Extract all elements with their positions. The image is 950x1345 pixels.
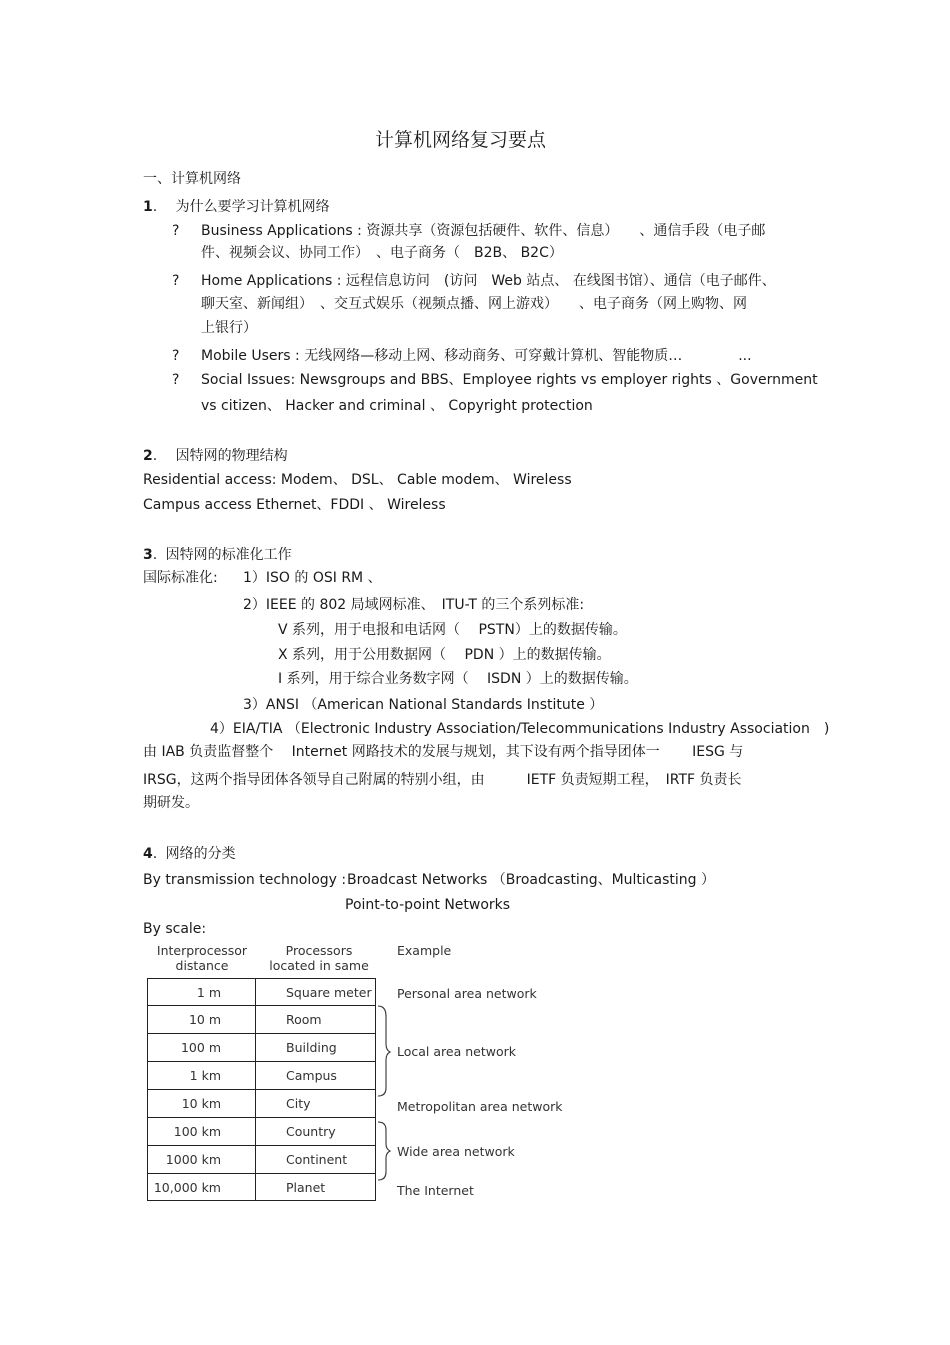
bullet-text: Home Applications : 远程信息访问 (访问 Web 站点、 在线图书馆）、通信（电子邮件、	[201, 273, 776, 289]
subsection-number: 4	[143, 846, 153, 862]
subsection-number: 2	[143, 448, 153, 464]
distance-cell: 100 km	[148, 1118, 256, 1146]
transmission-type: Broadcast Networks （Broadcasting、Multicasting ）	[347, 872, 715, 888]
subsection-number: 3	[143, 547, 153, 563]
location-cell: Country	[256, 1118, 376, 1146]
standard-item: 2）IEEE 的 802 局域网标准、 ITU-T 的三个系列标准:	[243, 597, 585, 613]
page-title: 计算机网络复习要点	[375, 129, 547, 151]
intl-label: 国际标准化:	[143, 570, 218, 586]
bullet-mark: ?	[172, 372, 180, 388]
wan-brace-icon	[378, 1122, 390, 1180]
bullet-mark: ?	[172, 223, 180, 239]
bullet-mark: ?	[172, 273, 180, 289]
table-header-location: Processors located in same	[269, 943, 369, 973]
section-heading: 一、计算机网络	[143, 171, 241, 187]
table-header-example: Example	[397, 943, 452, 958]
text-line: Residential access: Modem、 DSL、 Cable modem、 Wireless	[143, 472, 572, 488]
table-row	[148, 1118, 376, 1146]
distance-cell: 10,000 km	[148, 1174, 256, 1201]
scale-label: By scale:	[143, 921, 207, 937]
standard-item: 1）ISO 的 OSI RM 、	[243, 570, 382, 586]
table-row	[148, 1006, 376, 1034]
lan-brace-icon	[378, 1006, 390, 1096]
bullet-text: Business Applications : 资源共享（资源包括硬件、软件、信息） 、通信手段（电子邮	[201, 223, 766, 239]
location-cell: Planet	[256, 1174, 376, 1201]
location-cell: Building	[256, 1034, 376, 1062]
bullet-text: 上银行）	[201, 320, 257, 336]
bullet-text: 聊天室、新闻组） 、交互式娱乐（视频点播、网上游戏） 、电子商务（网上购物、网	[201, 296, 747, 312]
example-internet: The Internet	[397, 1183, 474, 1198]
example-pan: Personal area network	[397, 986, 537, 1001]
standard-item: 3）ANSI （American National Standards Institute ）	[243, 697, 604, 713]
subsection-title: 因特网的标准化工作	[165, 547, 292, 563]
transmission-type: Point-to-point Networks	[345, 897, 511, 913]
distance-cell: 1 km	[148, 1062, 256, 1090]
table-row	[148, 979, 376, 1006]
scale-table	[147, 978, 376, 1201]
series-line: X 系列，用于公用数据网（ PDN ）上的数据传输。	[278, 647, 611, 663]
grouping-braces	[376, 1004, 396, 1209]
distance-cell: 10 km	[148, 1090, 256, 1118]
subsection-title: 因特网的物理结构	[175, 448, 288, 464]
distance-cell: 10 m	[148, 1006, 256, 1034]
table-row	[148, 1062, 376, 1090]
example-man: Metropolitan area network	[397, 1099, 563, 1114]
table-row	[148, 1034, 376, 1062]
subsection-4-heading: 4. 网络的分类	[143, 846, 236, 862]
subsection-number: 1	[143, 199, 153, 215]
series-line: I 系列，用于综合业务数字网（ ISDN ）上的数据传输。	[278, 671, 638, 687]
transmission-label: By transmission technology :	[143, 872, 347, 888]
text-line: Campus access Ethernet、FDDI 、 Wireless	[143, 497, 446, 513]
standard-item: 4）EIA/TIA （Electronic Industry Association/Telecommunications Industry Association )	[210, 721, 830, 737]
subsection-1-heading: 1. 为什么要学习计算机网络	[143, 199, 330, 215]
location-cell: City	[256, 1090, 376, 1118]
subsection-2-heading: 2. 因特网的物理结构	[143, 448, 288, 464]
location-cell: Campus	[256, 1062, 376, 1090]
series-line: V 系列，用于电报和电话网（ PSTN）上的数据传输。	[278, 622, 627, 638]
paragraph-line: 由 IAB 负责监督整个 Internet 网路技术的发展与规划，其下设有两个指导团体一 IESG 与	[143, 744, 744, 760]
table-row	[148, 1174, 376, 1201]
distance-cell: 100 m	[148, 1034, 256, 1062]
location-cell: Room	[256, 1006, 376, 1034]
bullet-text: vs citizen、 Hacker and criminal 、 Copyright protection	[201, 398, 593, 414]
table-row	[148, 1146, 376, 1174]
example-lan: Local area network	[397, 1044, 516, 1059]
distance-cell: 1 m	[148, 979, 256, 1006]
subsection-title: 为什么要学习计算机网络	[175, 199, 330, 215]
paragraph-line: 期研发。	[143, 795, 199, 811]
subsection-3-heading: 3. 因特网的标准化工作	[143, 547, 292, 563]
bullet-text: Mobile Users : 无线网络—移动上网、移动商务、可穿戴计算机、智能物质… ...	[201, 348, 752, 364]
table-row	[148, 1090, 376, 1118]
subsection-title: 网络的分类	[165, 846, 236, 862]
distance-cell: 1000 km	[148, 1146, 256, 1174]
bullet-text: 件、视频会议、协同工作） 、电子商务（ B2B、 B2C）	[201, 245, 563, 261]
location-cell: Square meter	[256, 979, 376, 1006]
bullet-mark: ?	[172, 348, 180, 364]
table-header-distance: Interprocessor distance	[156, 943, 248, 973]
example-wan: Wide area network	[397, 1144, 515, 1159]
paragraph-line: IRSG，这两个指导团体各领导自己附属的特别小组，由 IETF 负责短期工程， IRTF 负责长	[143, 772, 742, 788]
location-cell: Continent	[256, 1146, 376, 1174]
bullet-text: Social Issues: Newsgroups and BBS、Employee rights vs employer rights 、Government	[201, 372, 818, 388]
